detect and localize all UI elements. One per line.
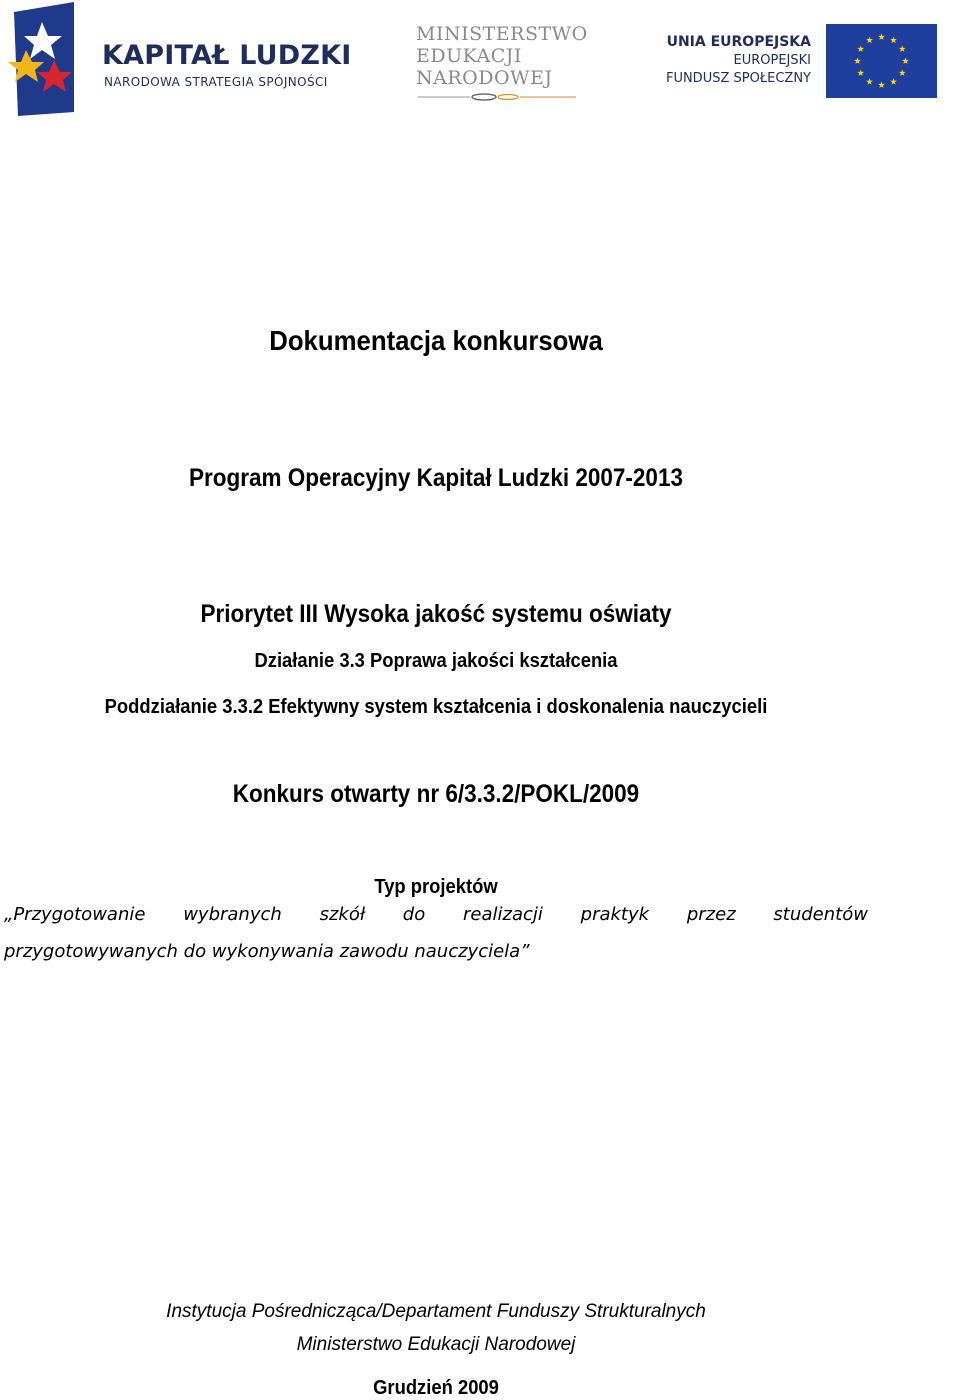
- kapital-ludzki-title: KAPITAŁ LUDZKI: [102, 40, 352, 71]
- ministry-logo-line-1: MINISTERSTWO: [416, 23, 588, 45]
- project-type-word: przez: [686, 904, 736, 925]
- priority-title: Priorytet III Wysoka jakość systemu oświaty: [200, 600, 672, 628]
- project-type-word: realizacji: [463, 904, 543, 925]
- program-title: Program Operacyjny Kapitał Ludzki 2007-2013: [189, 464, 683, 492]
- project-type-line-2: przygotowywanych do wykonywania zawodu nauczyciela”: [4, 941, 530, 962]
- eu-logo-line-2: EUROPEJSKI: [733, 53, 811, 68]
- contest-number: Konkurs otwarty nr 6/3.3.2/POKL/2009: [232, 780, 640, 808]
- project-type-word: „Przygotowanie: [4, 904, 146, 925]
- project-type-word: studentów: [773, 904, 868, 925]
- eu-logo: [652, 22, 937, 100]
- eu-logo-line-1: UNIA EUROPEJSKA: [666, 34, 811, 50]
- project-type-word: wybranych: [183, 904, 282, 925]
- ministry-logo-line-3: NARODOWEJ: [416, 67, 553, 89]
- footer-institution: Instytucja Pośrednicząca/Departament Funduszy Strukturalnych: [166, 1301, 706, 1322]
- footer-ministry: Ministerstwo Edukacji Narodowej: [296, 1334, 576, 1355]
- ministry-logo-line-2: EDUKACJI: [416, 45, 522, 67]
- kapital-ludzki-subtitle: NARODOWA STRATEGIA SPÓJNOŚCI: [104, 75, 328, 89]
- ministry-logo: [416, 22, 586, 106]
- project-type-word: praktyk: [580, 904, 650, 925]
- kapital-ludzki-emblem-icon: [4, 2, 78, 116]
- document-title: Dokumentacja konkursowa: [269, 325, 603, 356]
- eu-logo-line-3: FUNDUSZ SPOŁECZNY: [665, 71, 811, 86]
- action-title: Działanie 3.3 Poprawa jakości kształcenia: [254, 650, 618, 672]
- subaction-title: Poddziałanie 3.3.2 Efektywny system kształcenia i doskonalenia nauczycieli: [104, 696, 768, 718]
- kapital-ludzki-logo: [4, 2, 364, 118]
- ministry-pen-ornament-icon: [418, 92, 578, 102]
- project-type-line-1: [4, 904, 868, 925]
- project-type-word: szkół: [319, 904, 366, 925]
- project-type-word: do: [402, 904, 426, 925]
- project-type-label: Typ projektów: [374, 876, 498, 898]
- footer-date: Grudzień 2009: [373, 1377, 499, 1399]
- eu-flag-icon: [826, 24, 937, 98]
